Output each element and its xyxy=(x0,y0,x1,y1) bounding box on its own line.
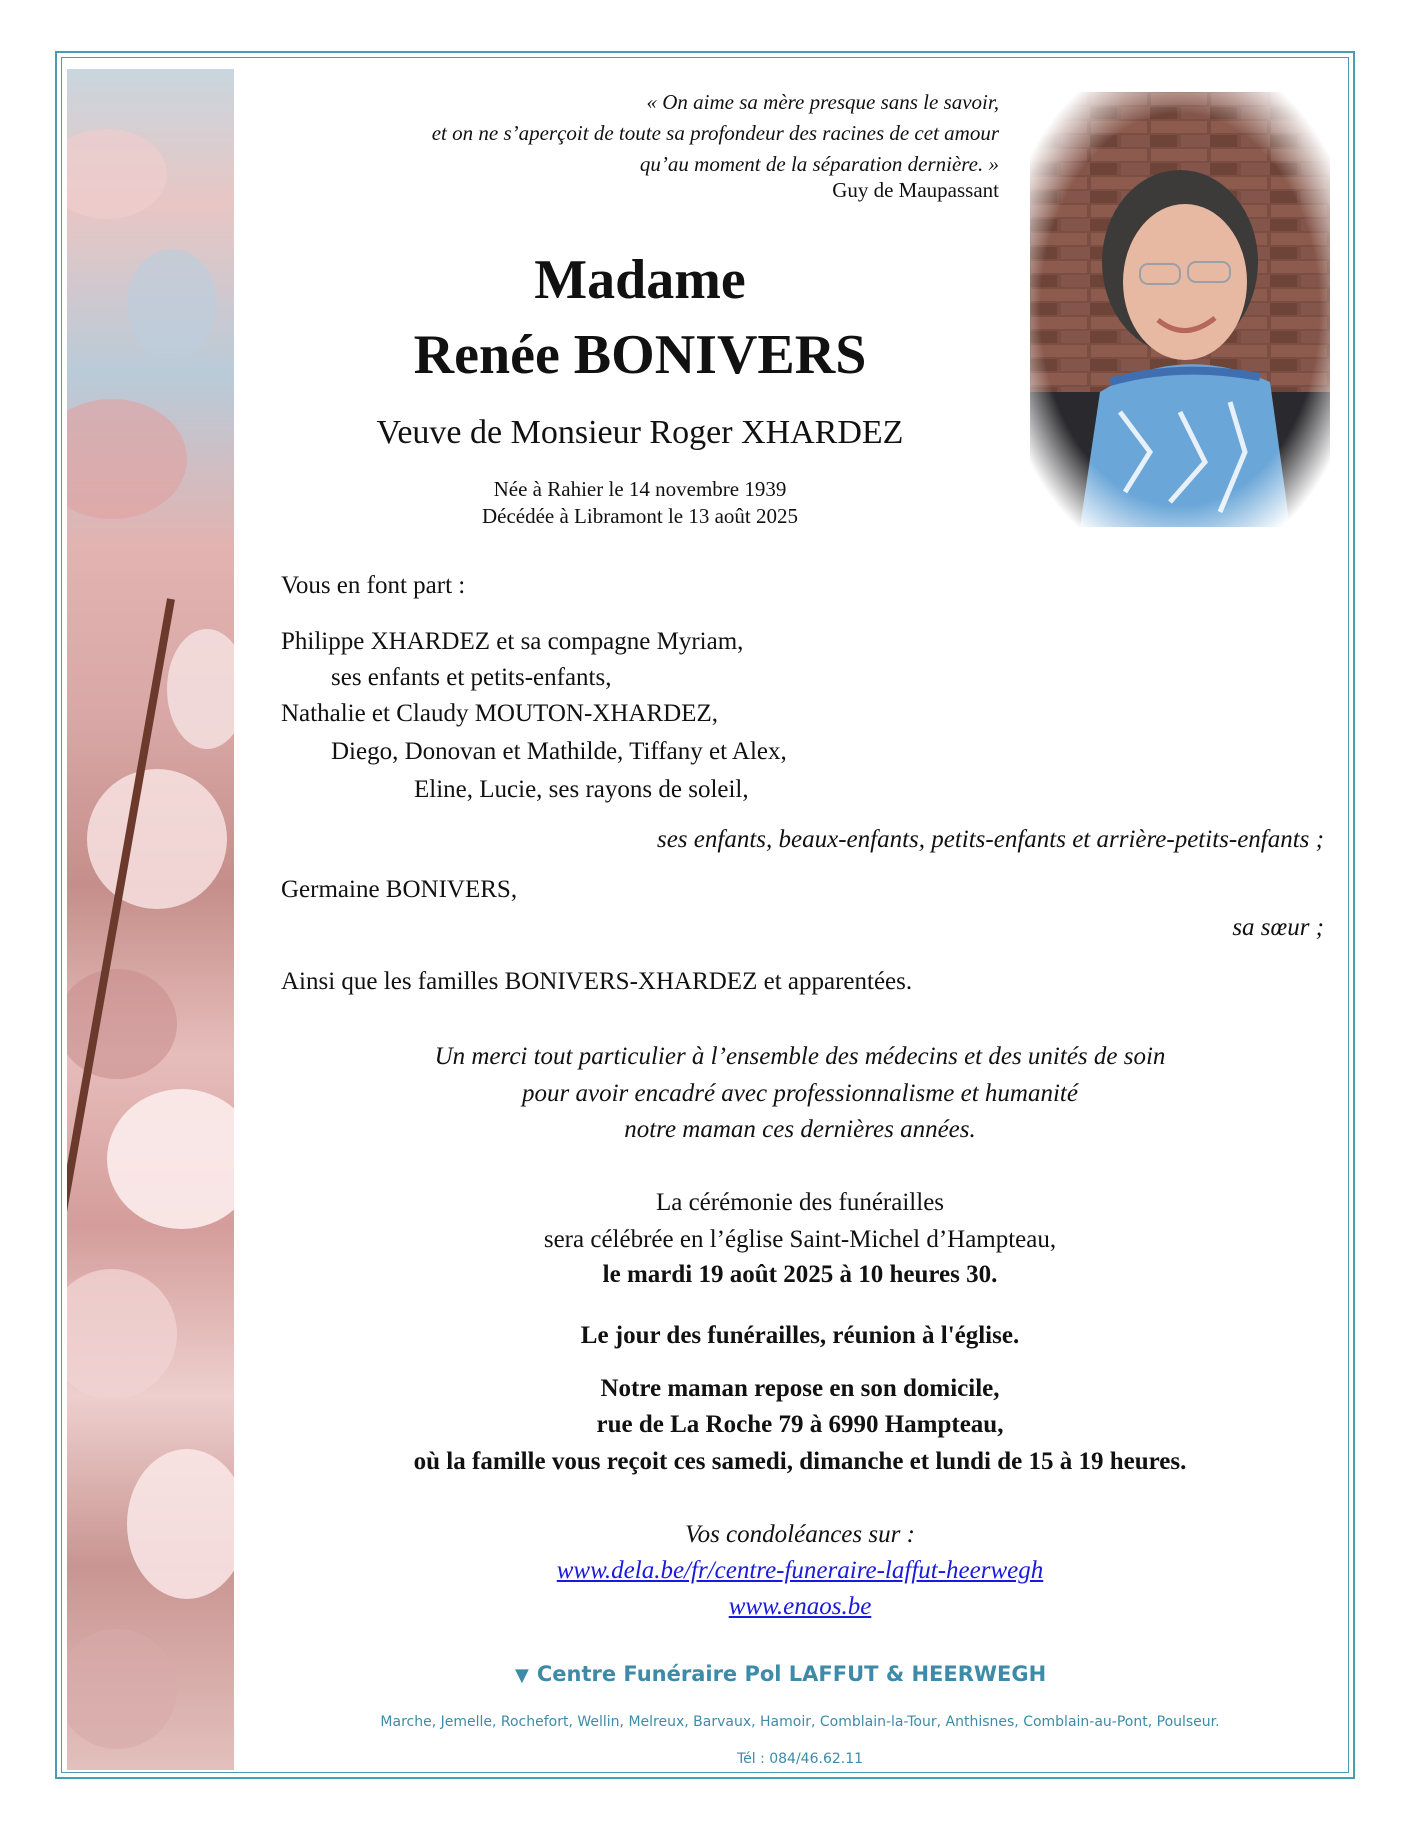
thanks-line: pour avoir encadré avec professionnalisme et humanité xyxy=(522,1080,1078,1107)
deceased-title: Madame xyxy=(534,249,746,311)
thanks-line: Un merci tout particulier à l’ensemble des médecins et des unités de soin xyxy=(434,1043,1166,1070)
quote-line: qu’au moment de la séparation dernière. » xyxy=(639,152,999,176)
rest-address: rue de La Roche 79 à 6990 Hampteau, xyxy=(596,1411,1004,1438)
role-children: ses enfants, beaux-enfants, petits-enfants et arrière-petits-enfants ; xyxy=(656,826,1324,853)
widow-of: Veuve de Monsieur Roger XHARDEZ xyxy=(376,414,904,451)
role-sister: sa sœur ; xyxy=(1232,914,1324,941)
sister-name: Germaine BONIVERS, xyxy=(281,876,518,903)
announcers-intro: Vous en font part : xyxy=(281,572,466,599)
triangle-down-icon: ▼ xyxy=(515,1665,529,1686)
birth-date: Née à Rahier le 14 novembre 1939 xyxy=(493,477,787,501)
families-line: Ainsi que les familles BONIVERS-XHARDEZ et apparentées. xyxy=(281,968,913,995)
funeral-home-name xyxy=(515,1662,1046,1686)
deceased-name: Renée BONIVERS xyxy=(413,324,867,386)
condolences-link-dela[interactable]: www.dela.be/fr/centre-funeraire-laffut-heerwegh xyxy=(556,1557,1044,1584)
funeral-home-label: Centre Funéraire Pol LAFFUT & HEERWEGH xyxy=(536,1662,1047,1686)
quote-line: et on ne s’aperçoit de toute sa profondeur des racines de cet amour xyxy=(431,121,999,145)
visiting-hours: où la famille vous reçoit ces samedi, dimanche et lundi de 15 à 19 heures. xyxy=(413,1448,1187,1475)
quote-author: Guy de Maupassant xyxy=(832,178,999,202)
funeral-home-locations: Marche, Jemelle, Rochefort, Wellin, Melreux, Barvaux, Hamoir, Comblain-la-Tour, Anthisnes, Comblain-au-Pont, Poulseur. xyxy=(380,1714,1220,1730)
quote-line: « On aime sa mère presque sans le savoir, xyxy=(646,90,999,114)
thanks-line: notre maman ces dernières années. xyxy=(624,1116,976,1143)
ceremony-line: sera célébrée en l’église Saint-Michel d’Hampteau, xyxy=(543,1226,1057,1253)
condolences-link-enaos[interactable]: www.enaos.be xyxy=(728,1593,872,1620)
funeral-home-phone: Tél : 084/46.62.11 xyxy=(736,1751,864,1767)
meeting-note: Le jour des funérailles, réunion à l'église. xyxy=(580,1322,1020,1349)
ceremony-line: La cérémonie des funérailles xyxy=(655,1189,945,1216)
portrait-photo xyxy=(1030,92,1330,527)
announcer-line: Nathalie et Claudy MOUTON-XHARDEZ, xyxy=(281,700,718,727)
announcer-line: ses enfants et petits-enfants, xyxy=(331,664,612,691)
announcer-line: Philippe XHARDEZ et sa compagne Myriam, xyxy=(281,628,744,655)
condolences-label: Vos condoléances sur : xyxy=(685,1521,915,1548)
death-date: Décédée à Libramont le 13 août 2025 xyxy=(481,504,799,528)
announcer-line: Eline, Lucie, ses rayons de soleil, xyxy=(414,776,749,803)
announcer-line: Diego, Donovan et Mathilde, Tiffany et Alex, xyxy=(331,738,787,765)
epigraph-quote xyxy=(432,87,999,180)
rest-line: Notre maman repose en son domicile, xyxy=(600,1375,1000,1402)
ceremony-date: le mardi 19 août 2025 à 10 heures 30. xyxy=(602,1261,998,1288)
cherry-blossom-image xyxy=(67,69,234,1770)
